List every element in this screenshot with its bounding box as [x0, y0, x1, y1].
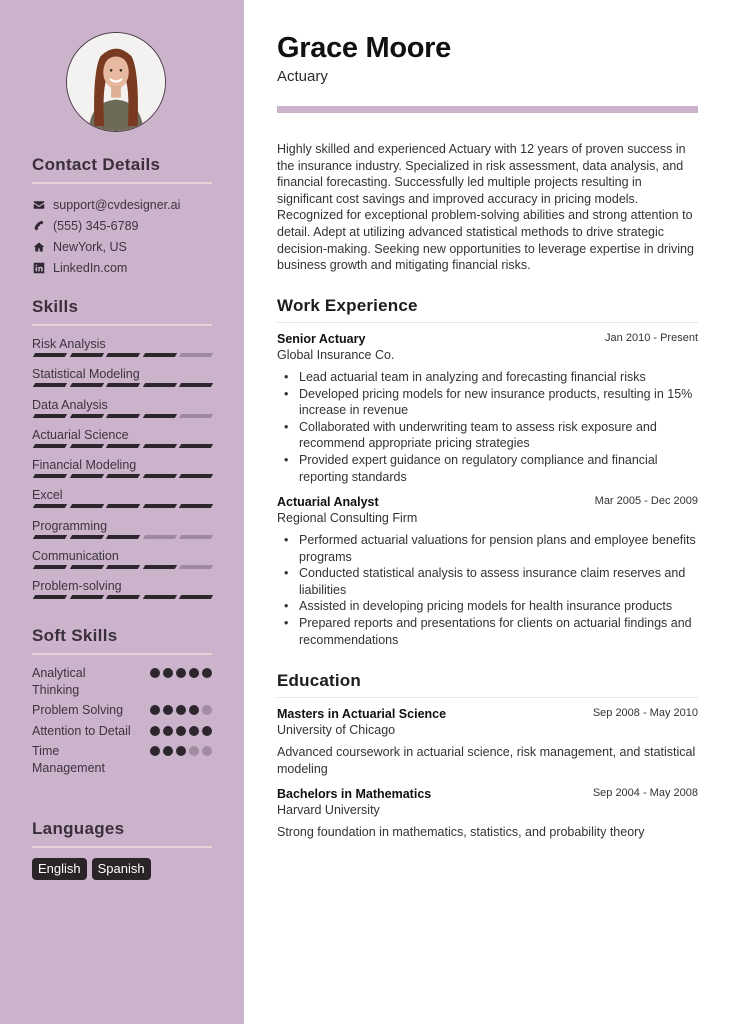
job-bullet: • Performed actuarial valuations for pension plans and employee benefits programs: [277, 532, 698, 565]
job-bullet: • Prepared reports and presentations for clients on actuarial findings and recommendations: [277, 615, 698, 648]
rating-dot-filled: [150, 705, 160, 715]
rating-dot-filled: [163, 746, 173, 756]
portrait-icon: [67, 33, 165, 131]
skill-bar-filled: [33, 535, 67, 539]
linkedin-icon: [32, 261, 46, 275]
work-experience-heading: Work Experience: [277, 296, 698, 323]
job-dates: Jan 2010 - Present: [605, 332, 698, 344]
skills-heading: Skills: [32, 297, 212, 326]
header-divider: [277, 106, 698, 113]
skill-bar-filled: [33, 595, 67, 599]
skill-item: [32, 518, 212, 548]
profile-photo: [66, 32, 166, 132]
job-entry: [277, 331, 698, 485]
degree: Bachelors in Mathematics: [277, 787, 432, 801]
skill-bar-filled: [69, 414, 103, 418]
skill-bar-filled: [33, 383, 67, 387]
skill-bar-filled: [143, 595, 177, 599]
skill-bar-filled: [106, 474, 140, 478]
job-title: Actuarial Analyst: [277, 495, 379, 509]
school: University of Chicago: [277, 723, 396, 737]
contact-linkedin-text: LinkedIn.com: [53, 260, 128, 275]
skill-bar-filled: [106, 353, 140, 357]
school: Harvard University: [277, 803, 380, 817]
soft-skill-name: Analytical Thinking: [32, 666, 86, 697]
education-entry: [277, 706, 698, 777]
rating-dot-empty: [202, 746, 212, 756]
rating-dot-filled: [150, 746, 160, 756]
soft-skill-name: Time Management: [32, 744, 105, 775]
rating-dot-filled: [176, 746, 186, 756]
soft-skills-list: [32, 665, 212, 776]
soft-skills-heading: Soft Skills: [32, 626, 212, 655]
skill-bar-filled: [179, 474, 213, 478]
skill-bar-filled: [69, 565, 103, 569]
skill-bar-filled: [33, 474, 67, 478]
skill-bar-filled: [69, 474, 103, 478]
rating-dot-empty: [189, 746, 199, 756]
skill-bar-filled: [143, 383, 177, 387]
skill-level-meter: [32, 444, 212, 448]
skill-bar-empty: [179, 353, 213, 357]
skill-item: [32, 548, 212, 578]
soft-skill-item: [32, 743, 212, 776]
contact-location-text: NewYork, US: [53, 239, 127, 254]
skill-bar-filled: [143, 414, 177, 418]
skill-name: Statistical Modeling: [32, 367, 140, 382]
skill-level-meter: [32, 383, 212, 387]
skill-bar-filled: [69, 504, 103, 508]
contact-email-text: support@cvdesigner.ai: [53, 197, 181, 212]
contact-heading: Contact Details: [32, 155, 212, 184]
contact-phone-text: (555) 345-6789: [53, 218, 139, 233]
skill-bar-filled: [33, 504, 67, 508]
education-entry: [277, 786, 698, 841]
skill-bar-filled: [33, 565, 67, 569]
skills-section: [32, 297, 212, 609]
job-title: Senior Actuary: [277, 332, 366, 346]
skill-bar-filled: [69, 444, 103, 448]
rating-dot-filled: [163, 726, 173, 736]
soft-skills-section: [32, 626, 212, 780]
soft-skill-rating: [150, 665, 212, 698]
skill-bar-filled: [106, 565, 140, 569]
languages-list: [32, 858, 212, 880]
soft-skill-item: [32, 702, 212, 719]
rating-dot-empty: [202, 705, 212, 715]
skill-bar-filled: [33, 353, 67, 357]
rating-dot-filled: [163, 668, 173, 678]
skill-bar-empty: [179, 414, 213, 418]
skill-bar-filled: [106, 504, 140, 508]
rating-dot-filled: [176, 668, 186, 678]
education-description: Strong foundation in mathematics, statistics, and probability theory: [277, 825, 645, 839]
skill-level-meter: [32, 595, 212, 599]
skill-level-meter: [32, 353, 212, 357]
skill-name: Programming: [32, 518, 108, 533]
soft-skill-rating: [150, 743, 212, 776]
skill-name: Data Analysis: [32, 397, 108, 412]
job-company: Global Insurance Co.: [277, 348, 395, 362]
home-icon: [32, 240, 46, 254]
skill-bar-filled: [106, 444, 140, 448]
skill-item: [32, 578, 212, 608]
skill-item: [32, 427, 212, 457]
skill-bar-filled: [143, 353, 177, 357]
skill-bar-filled: [143, 474, 177, 478]
skill-item: [32, 487, 212, 517]
profile-summary: Highly skilled and experienced Actuary with 12 years of proven success in the insurance industry. Specialized in risk assessment, data analysis, and financial forecasting. Successfully led multiple projects resulting in significant cost savings and improved accuracy in pricing models. Recognized for exceptional problem-solving abilities and strong attention to detail. Adept at utilizing advanced statistical methods to drive strategic decision-making. Seeking new opportunities to leverage expertise in driving business growth and mitigating financial risks.: [277, 142, 694, 273]
skills-list: [32, 336, 212, 609]
rating-dot-filled: [189, 705, 199, 715]
rating-dot-filled: [176, 726, 186, 736]
skill-level-meter: [32, 535, 212, 539]
rating-dot-filled: [176, 705, 186, 715]
job-company: Regional Consulting Firm: [277, 511, 418, 525]
job-dates: Mar 2005 - Dec 2009: [594, 495, 698, 507]
skill-bar-empty: [143, 535, 177, 539]
contact-section: [32, 155, 212, 278]
skill-bar-filled: [179, 504, 213, 508]
education-dates: Sep 2008 - May 2010: [592, 707, 698, 719]
skill-bar-filled: [69, 353, 103, 357]
rating-dot-filled: [150, 726, 160, 736]
job-bullet: • Collaborated with underwriting team to assess risk exposure and recommend appropriate pricing strategies: [277, 419, 698, 452]
languages-heading: Languages: [32, 819, 212, 848]
skill-bar-filled: [33, 414, 67, 418]
education-dates: Sep 2004 - May 2008: [592, 787, 698, 799]
education-description: Advanced coursework in actuarial science, risk management, and statistical modeling: [277, 745, 696, 776]
skill-bar-filled: [106, 414, 140, 418]
skill-bar-filled: [69, 595, 103, 599]
skill-bar-filled: [143, 444, 177, 448]
skill-bar-filled: [106, 535, 140, 539]
skill-bar-filled: [179, 595, 213, 599]
skill-name: Financial Modeling: [32, 458, 137, 473]
degree: Masters in Actuarial Science: [277, 707, 447, 721]
soft-skill-name: Attention to Detail: [32, 723, 131, 738]
job-bullet: • Developed pricing models for new insurance products, resulting in 15% increase in revenue: [277, 386, 698, 419]
skill-item: [32, 336, 212, 366]
skill-name: Excel: [32, 488, 63, 503]
skill-name: Problem-solving: [32, 579, 122, 594]
contact-phone[interactable]: [32, 215, 212, 236]
education-heading: Education: [277, 671, 698, 698]
skill-name: Actuarial Science: [32, 427, 129, 442]
envelope-icon: [32, 198, 46, 212]
soft-skill-item: [32, 723, 212, 740]
skill-bar-filled: [106, 595, 140, 599]
job-entry: [277, 494, 698, 648]
soft-skill-rating: [150, 723, 212, 740]
job-bullet: • Provided expert guidance on regulatory compliance and financial reporting standards: [277, 452, 698, 485]
soft-skill-item: [32, 665, 212, 698]
contact-location: [32, 236, 212, 257]
skill-item: [32, 366, 212, 396]
phone-icon: [32, 219, 46, 233]
language-badge: English: [32, 858, 87, 880]
contact-linkedin[interactable]: [32, 257, 212, 278]
job-bullet: • Assisted in developing pricing models for health insurance products: [277, 598, 698, 615]
language-badge: Spanish: [92, 858, 151, 880]
rating-dot-filled: [189, 668, 199, 678]
skill-item: [32, 397, 212, 427]
rating-dot-filled: [163, 705, 173, 715]
candidate-name: Grace Moore: [277, 32, 451, 64]
skill-bar-filled: [143, 504, 177, 508]
sidebar: [0, 0, 244, 1024]
job-bullet: • Conducted statistical analysis to assess insurance claim reserves and liabilities: [277, 565, 698, 598]
rating-dot-filled: [202, 726, 212, 736]
soft-skill-name: Problem Solving: [32, 703, 124, 717]
skill-level-meter: [32, 565, 212, 569]
contact-email[interactable]: [32, 194, 212, 215]
skill-level-meter: [32, 414, 212, 418]
job-bullets: [277, 532, 698, 648]
skill-name: Risk Analysis: [32, 337, 106, 351]
skill-bar-filled: [106, 383, 140, 387]
skill-bar-filled: [69, 383, 103, 387]
skill-bar-filled: [33, 444, 67, 448]
job-bullets: [277, 369, 698, 485]
rating-dot-filled: [150, 668, 160, 678]
rating-dot-filled: [189, 726, 199, 736]
soft-skill-rating: [150, 702, 212, 719]
skill-bar-empty: [179, 565, 213, 569]
skill-bar-filled: [69, 535, 103, 539]
rating-dot-filled: [202, 668, 212, 678]
languages-section: [32, 819, 212, 880]
skill-bar-empty: [179, 535, 213, 539]
skill-bar-filled: [179, 383, 213, 387]
skill-level-meter: [32, 474, 212, 478]
job-title: Actuary: [277, 68, 328, 85]
skill-item: [32, 457, 212, 487]
skill-bar-filled: [179, 444, 213, 448]
job-bullet: • Lead actuarial team in analyzing and forecasting financial risks: [277, 369, 698, 386]
skill-name: Communication: [32, 549, 119, 564]
skill-level-meter: [32, 504, 212, 508]
skill-bar-filled: [143, 565, 177, 569]
